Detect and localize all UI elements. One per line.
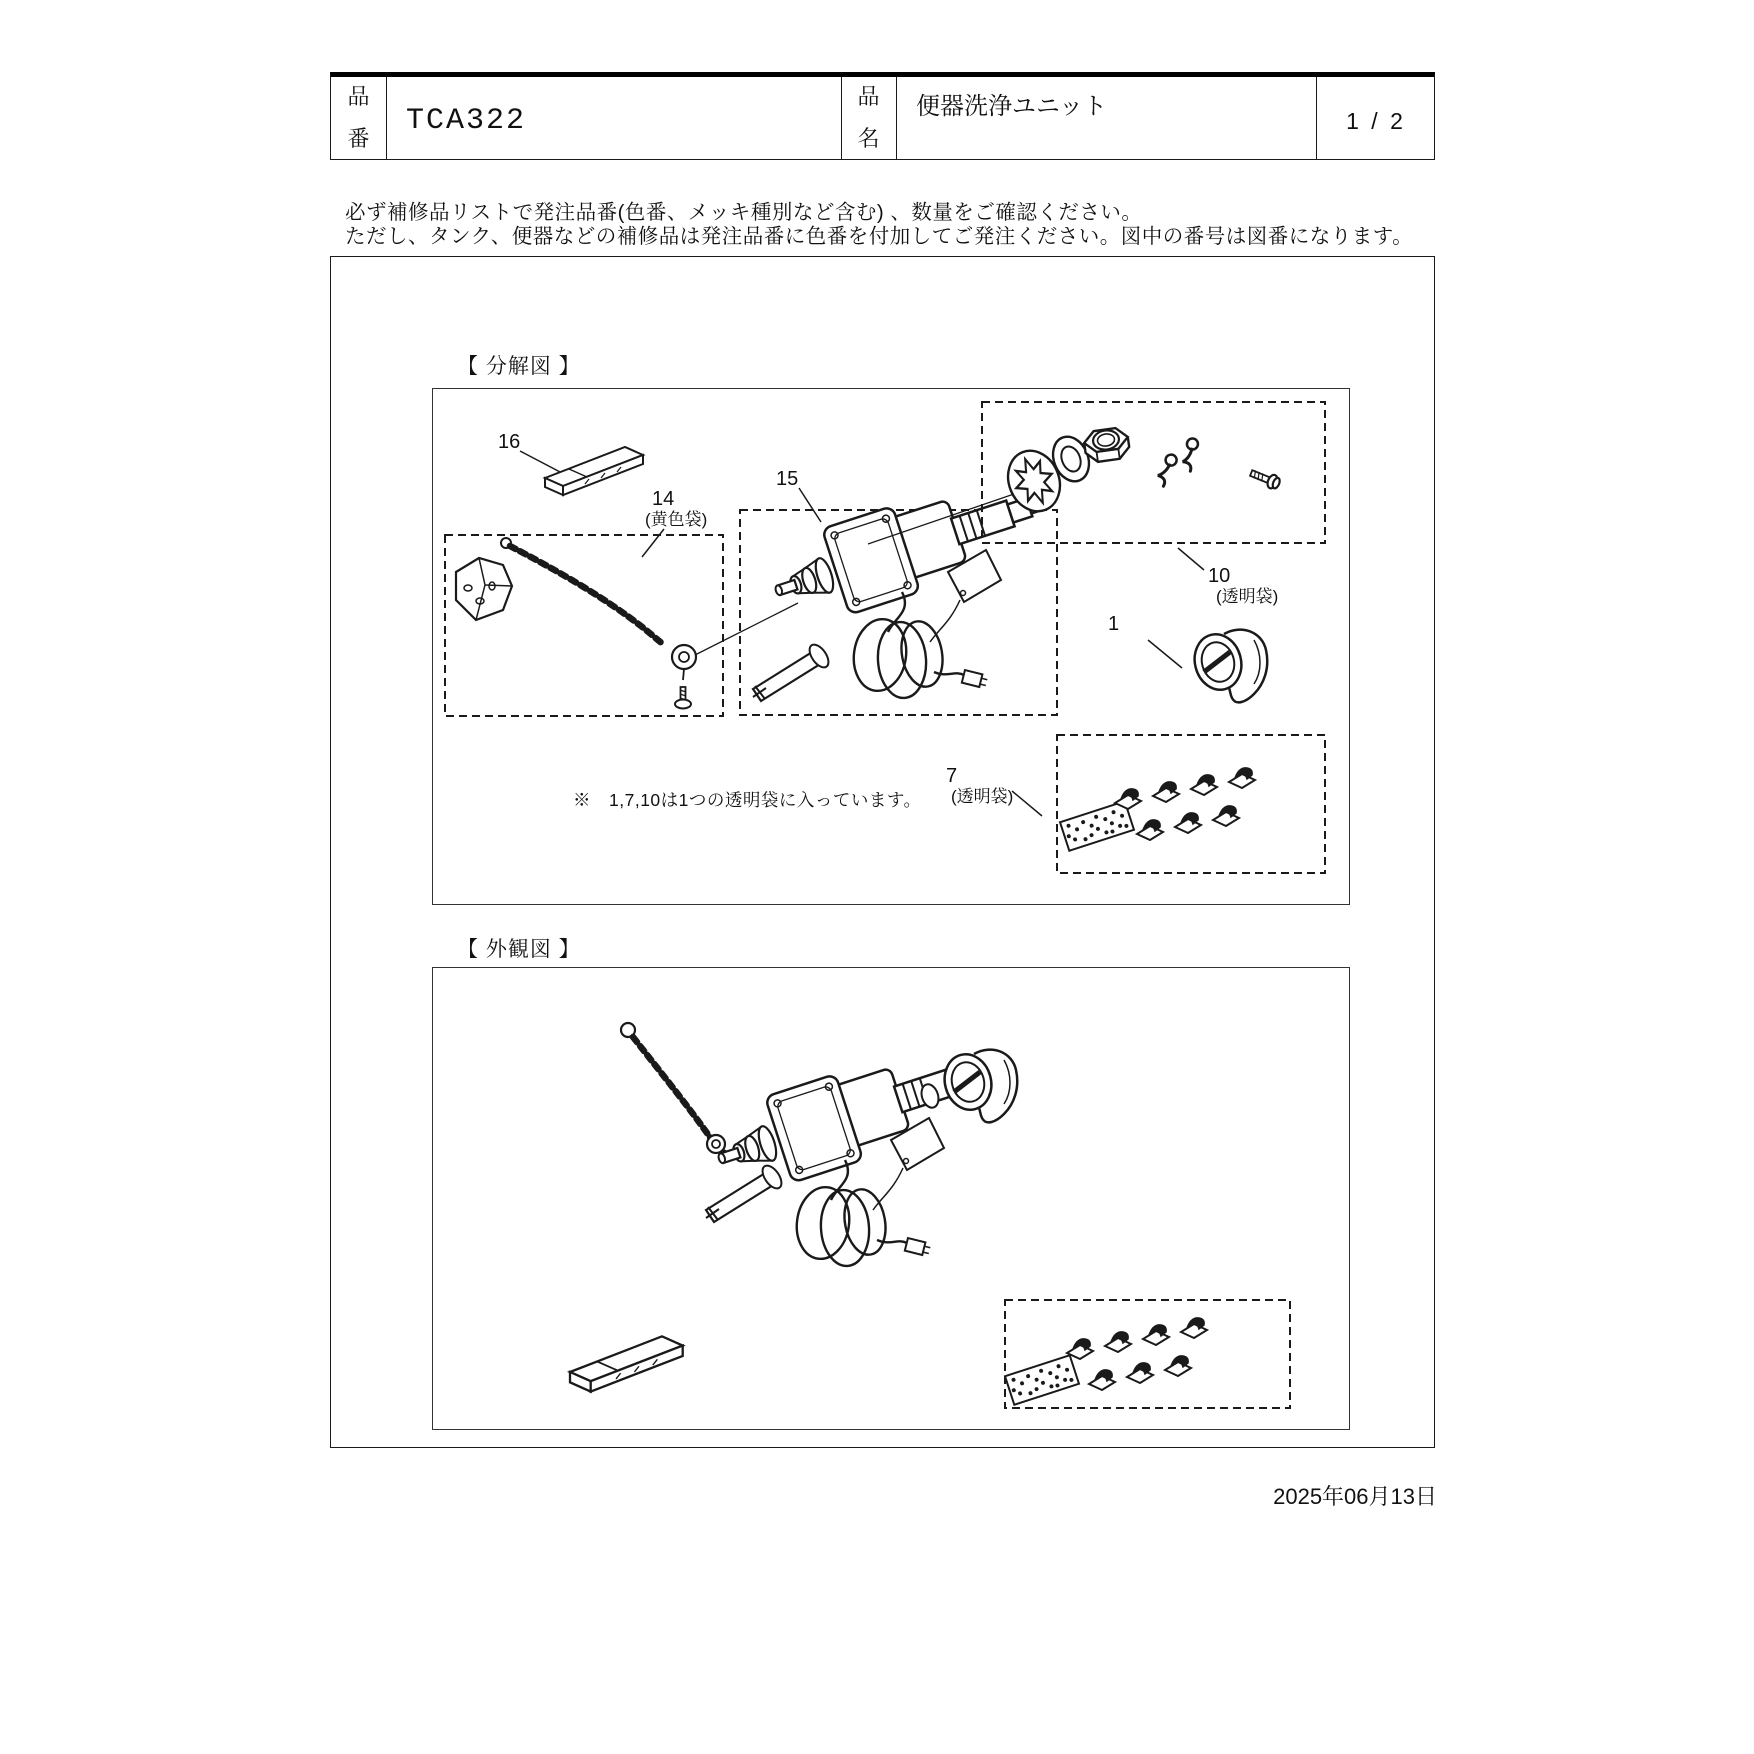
part-no-label (331, 77, 386, 159)
part-7-label: 7 (946, 765, 958, 787)
name-label-bottom: 名 (857, 126, 880, 151)
part-10-label: 10 (1208, 565, 1231, 587)
notice-line-2: ただし、タンク、便器などの補修品は発注品番に色番を付加してご発注ください。図中の番号は図番になります。 (345, 224, 1414, 248)
page-number: 1 / 2 (1346, 108, 1406, 134)
part-14-label: 14 (652, 488, 675, 510)
name-label-top: 品 (857, 84, 880, 109)
part-14-bag-label: (黄色袋) (645, 510, 708, 529)
part-15-label: 15 (776, 468, 799, 490)
part-no-value: TCA322 (406, 104, 527, 138)
divider (386, 77, 387, 159)
part-name-value: 便器洗浄ユニット (916, 93, 1108, 120)
part-16-label: 16 (498, 431, 521, 453)
part-no-label-bottom: 番 (347, 126, 370, 151)
bag-note: ※ 1,7,10は1つの透明袋に入っています。 (573, 790, 922, 810)
part-10-bag-label: (透明袋) (1216, 587, 1279, 606)
name-label (841, 77, 896, 159)
part-7-bag-label: (透明袋) (951, 787, 1014, 806)
exploded-section-box (432, 388, 1350, 905)
part-no-label-top: 品 (347, 84, 370, 109)
notice-line-1: 必ず補修品リストで発注品番(色番、メッキ種別など含む) 、数量をご確認ください。 (345, 201, 1143, 224)
part-1-label: 1 (1108, 613, 1120, 635)
divider (896, 77, 897, 159)
header-table (330, 72, 1435, 160)
external-section-box (432, 967, 1350, 1430)
external-section-title: 【 外観図 】 (457, 938, 581, 961)
revision-date: 2025年06月13日 (1273, 1484, 1437, 1509)
order-notice (345, 201, 1413, 248)
exploded-section-title: 【 分解図 】 (457, 355, 581, 378)
